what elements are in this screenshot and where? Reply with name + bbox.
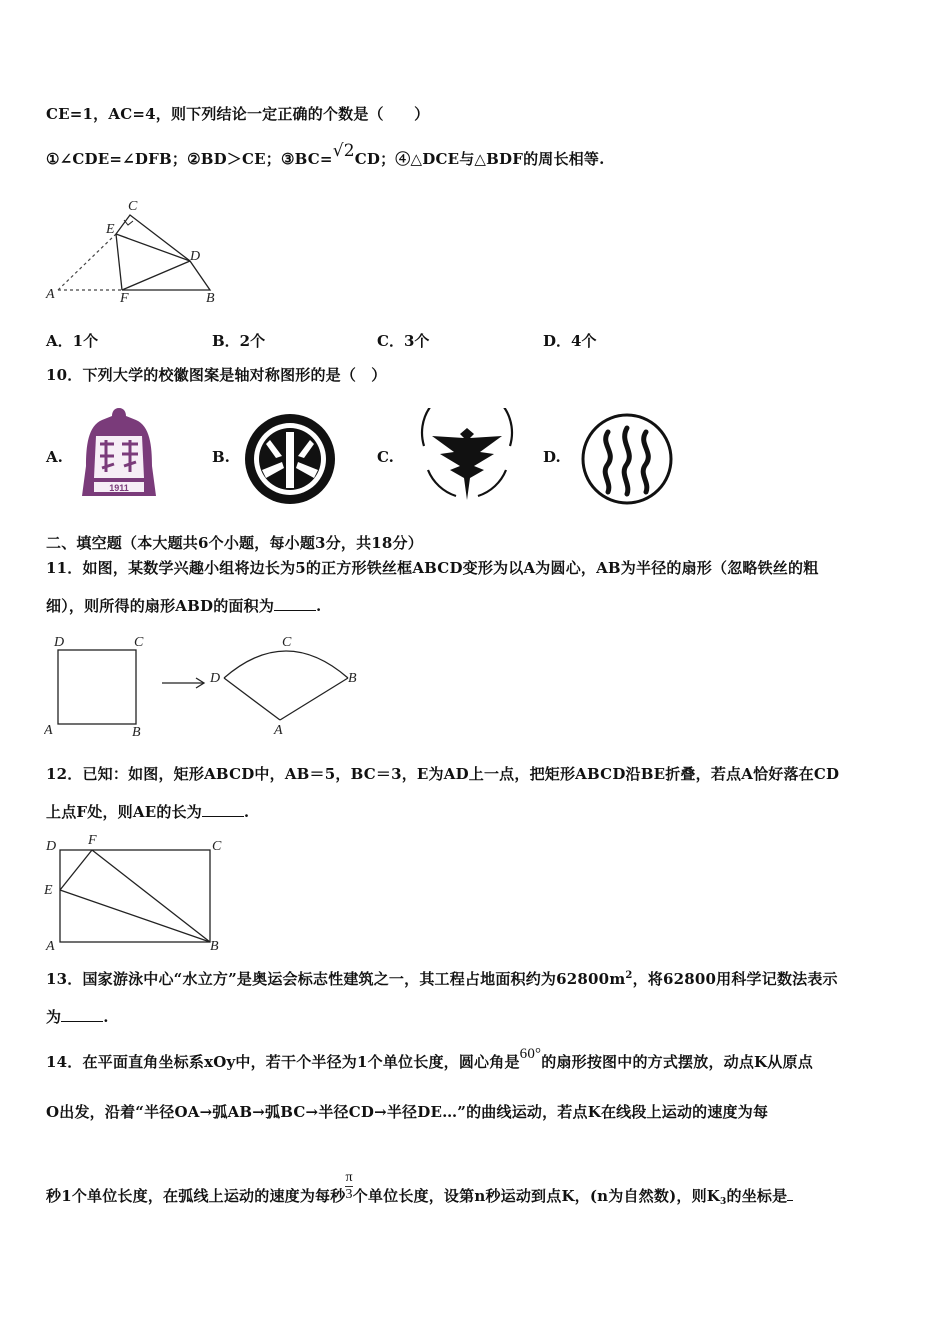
q14-k-subscript: 3 (720, 1196, 727, 1207)
q12-answer-blank (202, 816, 244, 817)
q12-fig-segment-fb (92, 850, 210, 942)
q9-sqrt2: √2 (332, 141, 355, 161)
q10-logo-d (578, 412, 676, 506)
q11-label-a2: A (274, 723, 283, 738)
q9-option-d: D．4个 (543, 332, 597, 350)
q14-stem-line3 (46, 1170, 793, 1207)
q12-line2-end: . (243, 803, 250, 821)
q13-answer-blank (61, 1021, 103, 1022)
q14-line3-part1: 秒1个单位长度，在弧线上运动的速度为每秒 (46, 1186, 346, 1205)
q11-fig-radius-ab (280, 678, 348, 720)
q14-stem-line2: O出发，沿着“半径OA→弧AB→弧BC→半径CD→半径DE…”的曲线运动，若点K在线段上运动的速度为每 (46, 1103, 769, 1121)
q12-fig-segment-ef (60, 850, 92, 890)
q9-option-b: B．2个 (212, 332, 266, 350)
q12-fig-segment-eb (60, 890, 210, 942)
q11-figure (44, 630, 364, 740)
q10-option-a-label: A. (46, 448, 63, 466)
q11-label-c2: C (282, 635, 292, 650)
q9-statements-part2: CD；④△DCE与△BDF的周长相等. (354, 150, 605, 168)
q13-line2-end: . (103, 1008, 109, 1026)
q14-line3-part3: 的坐标是 (726, 1186, 788, 1205)
q10-option-b-label: B. (212, 448, 230, 466)
q10-logo-c (414, 408, 520, 504)
section2-heading: 二、填空题（本大题共6个小题，每小题3分，共18分） (46, 534, 423, 552)
q14-line1-part2: 的扇形按图中的方式摆放，动点K从原点 (541, 1053, 813, 1071)
q9-option-c: C．3个 (377, 332, 430, 350)
q10-option-d-label: D. (543, 448, 561, 466)
q11-label-d: D (54, 635, 65, 650)
q12-stem-line1: 12．已知：如图，矩形ABCD中，AB＝5，BC＝3，E为AD上一点，把矩形ABCD沿BE折叠，若点A恰好落在CD (46, 765, 840, 783)
q14-answer-blank (787, 1200, 793, 1201)
q14-speed-fraction (345, 1170, 352, 1203)
q9-label-d: D (190, 249, 201, 264)
q9-label-b: B (206, 291, 215, 306)
q12-figure (44, 830, 234, 954)
q9-option-a: A．1个 (46, 332, 99, 350)
q13-stem-line2 (46, 1006, 109, 1027)
q14-fraction-denominator: 3 (345, 1187, 353, 1202)
q10-logo-b (242, 412, 338, 506)
q9-label-f: F (120, 291, 129, 306)
q11-fig-radius-ad (224, 678, 280, 720)
q14-fraction-numerator: π (345, 1170, 353, 1185)
q14-line1-part1: 14．在平面直角坐标系xOy中，若干个半径为1个单位长度，圆心角是 (46, 1053, 520, 1071)
q13-area-unit-exponent: 2 (625, 970, 633, 981)
q11-stem-line1: 11．如图，某数学兴趣小组将边长为5的正方形铁丝框ABCD变形为以A为圆心，AB为半径的扇形（忽略铁丝的粗 (46, 559, 819, 577)
q11-label-b: B (132, 725, 141, 740)
q10-logo-c-arc-right (478, 470, 506, 496)
q9-label-a: A (46, 287, 55, 302)
q9-stem-line2 (46, 141, 605, 169)
q13-line1-end: ，将62800用科学记数法表示 (632, 970, 838, 988)
q14-stem-line1 (46, 1046, 813, 1072)
q13-stem-line1 (46, 968, 838, 989)
q10-stem: 10．下列大学的校徽图案是轴对称图形的是（ ） (46, 366, 387, 384)
q11-label-a: A (44, 723, 53, 738)
q12-label-c: C (212, 839, 222, 854)
q10-option-c-label: C. (377, 448, 394, 466)
q11-stem-line2 (46, 595, 321, 616)
q10-logo-a-year: 1911 (109, 483, 129, 493)
q11-label-c: C (134, 635, 144, 650)
q12-label-f: F (88, 833, 97, 848)
q12-fig-rectangle (60, 850, 210, 942)
q12-label-d: D (46, 839, 57, 854)
q11-fig-arc (224, 651, 348, 678)
q9-label-c: C (128, 199, 138, 214)
q11-fig-square (58, 650, 136, 724)
q12-line2-text: 上点F处，则AE的长为 (46, 803, 202, 821)
q14-angle-60: 60° (519, 1046, 542, 1062)
q11-line2-text: 细），则所得的扇形ABD的面积为 (46, 597, 275, 615)
q12-label-a: A (46, 939, 55, 954)
q9-figure (44, 198, 224, 308)
q11-line2-end: . (316, 597, 322, 615)
q10-logo-c-arc-left (428, 470, 456, 496)
q9-stem-line1: CE=1，AC=4，则下列结论一定正确的个数是（ ） (46, 105, 430, 123)
q9-statements-part1: ①∠CDE=∠DFB；②BD＞CE；③BC= (46, 150, 333, 168)
q13-line2-text: 为 (46, 1008, 62, 1026)
q9-label-e: E (106, 222, 115, 237)
q10-logo-a (78, 406, 160, 504)
q11-label-d2: D (210, 671, 221, 686)
q10-logo-d-waves (605, 428, 648, 494)
q11-label-b2: B (348, 671, 357, 686)
q13-line1-text: 13．国家游泳中心“水立方”是奥运会标志性建筑之一，其工程占地面积约为62800m (46, 970, 626, 988)
q11-answer-blank (274, 610, 316, 611)
q12-label-b: B (210, 939, 219, 954)
q12-stem-line2 (46, 801, 249, 822)
q12-label-e: E (44, 883, 53, 898)
q14-line3-part2: 个单位长度，设第n秒运动到点K，(n为自然数)，则K (352, 1186, 721, 1205)
